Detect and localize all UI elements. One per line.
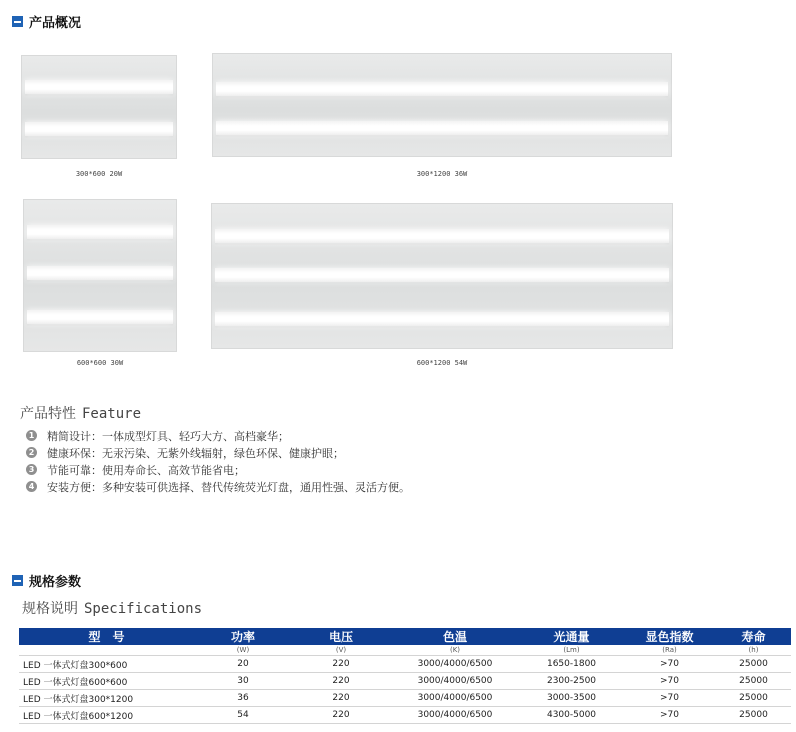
unit-cell: (Lm) bbox=[520, 645, 623, 656]
light-tube bbox=[216, 82, 668, 96]
number-circle-icon: 3 bbox=[26, 464, 37, 475]
table-cell: 36 bbox=[194, 690, 292, 707]
table-cell: 1650-1800 bbox=[520, 656, 623, 673]
specs-title bbox=[22, 598, 202, 618]
number-circle-icon: 4 bbox=[26, 481, 37, 492]
table-cell: 220 bbox=[292, 707, 390, 724]
light-tube bbox=[27, 310, 173, 324]
product-image-600x600 bbox=[23, 199, 177, 352]
table-cell: >70 bbox=[623, 690, 716, 707]
number-circle-icon: 2 bbox=[26, 447, 37, 458]
light-tube bbox=[27, 225, 173, 239]
table-cell: 3000/4000/6500 bbox=[390, 690, 520, 707]
column-header-color-temp: 色温 bbox=[390, 628, 520, 645]
unit-cell: (V) bbox=[292, 645, 390, 656]
features-title-cn: 产品特性 bbox=[20, 406, 76, 422]
list-item bbox=[26, 478, 410, 495]
table-row bbox=[19, 656, 791, 673]
table-cell: >70 bbox=[623, 656, 716, 673]
list-item bbox=[26, 444, 410, 461]
column-header-power: 功率 bbox=[194, 628, 292, 645]
product-caption: 300*1200 36W bbox=[416, 170, 468, 178]
features-title bbox=[20, 403, 141, 423]
product-caption: 600*600 30W bbox=[76, 359, 124, 367]
table-cell: >70 bbox=[623, 707, 716, 724]
units-row bbox=[19, 645, 791, 656]
table-cell: 25000 bbox=[716, 690, 791, 707]
feature-text: 节能可靠：使用寿命长、高效节能省电； bbox=[47, 463, 245, 477]
list-item bbox=[26, 461, 410, 478]
feature-text: 健康环保：无汞污染、无紫外线辐射，绿色环保、健康护眼； bbox=[47, 446, 344, 460]
specs-title-en: Specifications bbox=[84, 601, 203, 617]
table-cell: 3000/4000/6500 bbox=[390, 656, 520, 673]
model-cell: LED 一体式灯盘600*600 bbox=[19, 673, 194, 690]
unit-cell: (K) bbox=[390, 645, 520, 656]
table-cell: 3000/4000/6500 bbox=[390, 673, 520, 690]
model-cell: LED 一体式灯盘300*600 bbox=[19, 656, 194, 673]
list-item bbox=[26, 427, 410, 444]
column-header-model: 型 号 bbox=[19, 628, 194, 645]
feature-text: 精简设计：一体成型灯具、轻巧大方、高档豪华； bbox=[47, 429, 289, 443]
product-image-600x1200 bbox=[211, 203, 673, 349]
product-image-300x1200 bbox=[212, 53, 672, 157]
model-cell: LED 一体式灯盘300*1200 bbox=[19, 690, 194, 707]
number-circle-icon: 1 bbox=[26, 430, 37, 441]
light-tube bbox=[25, 80, 173, 94]
unit-cell: (h) bbox=[716, 645, 791, 656]
unit-cell: (Ra) bbox=[623, 645, 716, 656]
spec-table bbox=[19, 628, 791, 724]
table-cell: 54 bbox=[194, 707, 292, 724]
table-cell: 3000/4000/6500 bbox=[390, 707, 520, 724]
unit-cell bbox=[19, 645, 194, 656]
unit-cell: (W) bbox=[194, 645, 292, 656]
overview-heading-text: 产品概况 bbox=[29, 16, 82, 31]
features-title-en: Feature bbox=[82, 406, 142, 422]
light-tube bbox=[215, 312, 669, 326]
column-header-cri: 显色指数 bbox=[623, 628, 716, 645]
table-cell: >70 bbox=[623, 673, 716, 690]
table-cell: 4300-5000 bbox=[520, 707, 623, 724]
collapse-icon bbox=[12, 16, 23, 27]
table-row bbox=[19, 707, 791, 724]
specs-heading bbox=[12, 571, 81, 590]
column-header-voltage: 电压 bbox=[292, 628, 390, 645]
specs-title-cn: 规格说明 bbox=[22, 601, 78, 617]
table-cell: 220 bbox=[292, 673, 390, 690]
overview-heading bbox=[12, 12, 81, 31]
table-cell: 30 bbox=[194, 673, 292, 690]
light-tube bbox=[215, 229, 669, 243]
table-cell: 220 bbox=[292, 656, 390, 673]
product-image-300x600 bbox=[21, 55, 177, 159]
specs-heading-text: 规格参数 bbox=[29, 575, 82, 590]
table-header-row bbox=[19, 628, 791, 645]
column-header-lifespan: 寿命 bbox=[716, 628, 791, 645]
table-cell: 25000 bbox=[716, 707, 791, 724]
table-cell: 3000-3500 bbox=[520, 690, 623, 707]
table-cell: 25000 bbox=[716, 673, 791, 690]
product-caption: 600*1200 54W bbox=[416, 359, 468, 367]
light-tube bbox=[215, 268, 669, 282]
table-cell: 220 bbox=[292, 690, 390, 707]
table-cell: 2300-2500 bbox=[520, 673, 623, 690]
feature-list bbox=[26, 427, 410, 495]
table-row bbox=[19, 673, 791, 690]
model-cell: LED 一体式灯盘600*1200 bbox=[19, 707, 194, 724]
table-cell: 25000 bbox=[716, 656, 791, 673]
light-tube bbox=[27, 266, 173, 280]
table-row bbox=[19, 690, 791, 707]
column-header-luminous-flux: 光通量 bbox=[520, 628, 623, 645]
table-cell: 20 bbox=[194, 656, 292, 673]
collapse-icon bbox=[12, 575, 23, 586]
feature-text: 安装方便：多种安装可供选择、替代传统荧光灯盘，通用性强、灵活方便。 bbox=[47, 480, 410, 494]
light-tube bbox=[216, 121, 668, 135]
light-tube bbox=[25, 122, 173, 136]
product-caption: 300*600 20W bbox=[75, 170, 123, 178]
